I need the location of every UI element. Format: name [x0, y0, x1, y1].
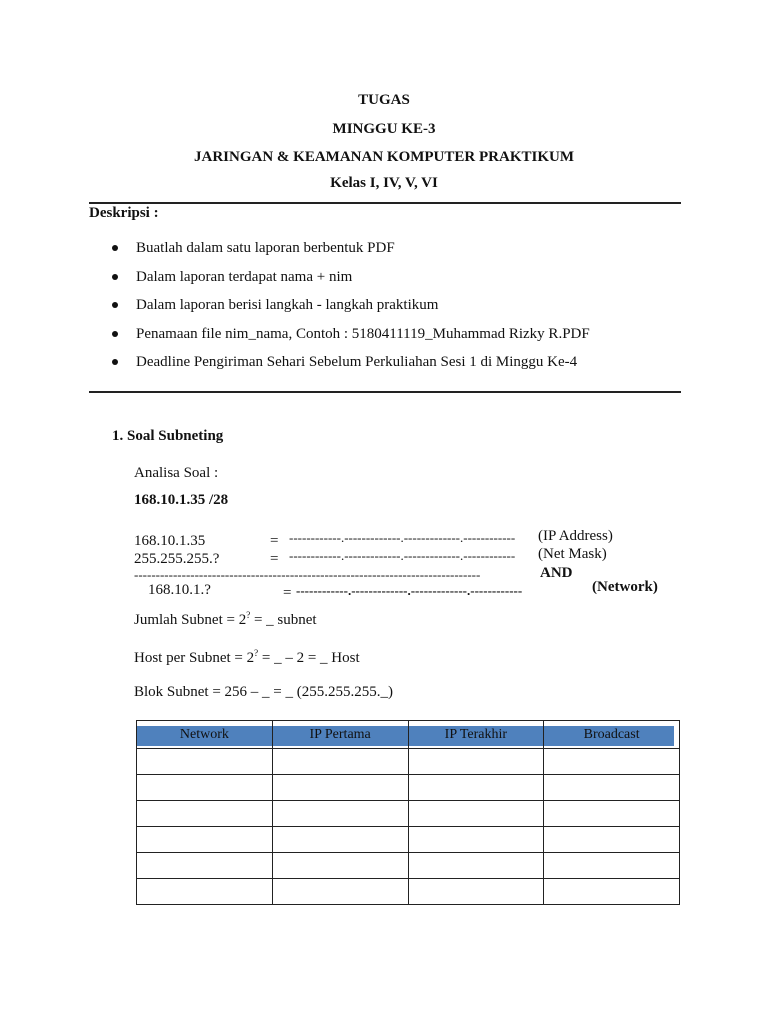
table-row: [137, 827, 680, 853]
and-label: AND: [540, 565, 573, 581]
equals-sign: =: [283, 585, 292, 601]
ip-cidr: 168.10.1.35 /28: [134, 492, 229, 508]
network-note: (Network): [592, 579, 658, 595]
column-header-ip-terakhir: IP Terakhir: [408, 721, 544, 749]
subnet-table: [136, 720, 680, 905]
table-row: [137, 749, 680, 775]
list-item: Dalam laporan terdapat nama + nim: [112, 267, 590, 296]
host-per-subnet: Host per Subnet = 2? = _ – 2 = _ Host: [134, 648, 360, 666]
title-tugas: TUGAS: [358, 92, 410, 108]
column-header-ip-pertama: IP Pertama: [272, 721, 408, 749]
top-divider: [89, 202, 681, 204]
column-header-network: Network: [137, 721, 273, 749]
bullet-icon: [112, 302, 118, 308]
title-kelas: Kelas I, IV, V, VI: [330, 175, 438, 191]
soal-heading: 1. Soal Subneting: [112, 428, 224, 444]
netmask-note: (Net Mask): [538, 546, 607, 562]
network-dashes: ------------.-------------.-------------.------------: [296, 583, 523, 598]
jumlah-subnet: Jumlah Subnet = 2? = _ subnet: [134, 610, 317, 628]
table-row: [137, 801, 680, 827]
equals-sign: =: [270, 533, 279, 549]
list-item: Buatlah dalam satu laporan berbentuk PDF: [112, 238, 590, 267]
deskripsi-title: Deskripsi :: [89, 205, 159, 221]
ip-address-value: 168.10.1.35: [134, 533, 206, 549]
ip-address-dashes: ------------.-------------.-------------.------------: [289, 530, 516, 545]
ip-address-note: (IP Address): [538, 528, 613, 544]
blok-subnet: Blok Subnet = 256 – _ = _ (255.255.255._): [134, 684, 393, 700]
equals-sign: =: [270, 551, 279, 567]
analisa-label: Analisa Soal :: [134, 465, 219, 481]
bullet-icon: [112, 331, 118, 337]
deskripsi-list: [112, 238, 590, 381]
table-header-row: [137, 721, 680, 749]
table-row: [137, 853, 680, 879]
bullet-icon: [112, 359, 118, 365]
title-minggu: MINGGU KE-3: [332, 121, 436, 137]
table-row: [137, 775, 680, 801]
list-item: Deadline Pengiriman Sehari Sebelum Perkuliahan Sesi 1 di Minggu Ke-4: [112, 352, 590, 381]
netmask-value: 255.255.255.?: [134, 551, 220, 567]
bullet-icon: [112, 245, 118, 251]
list-item: Penamaan file nim_nama, Contoh : 5180411119_Muhammad Rizky R.PDF: [112, 324, 590, 353]
list-item: Dalam laporan berisi langkah - langkah praktikum: [112, 295, 590, 324]
table-row: [137, 879, 680, 905]
column-header-broadcast: Broadcast: [544, 721, 680, 749]
title-course: JARINGAN & KEAMANAN KOMPUTER PRAKTIKUM: [194, 149, 574, 165]
and-line: --------------------------------------------------------------------------------: [134, 567, 481, 582]
netmask-dashes: ------------.-------------.-------------.------------: [289, 548, 516, 563]
bullet-icon: [112, 274, 118, 280]
network-value: 168.10.1.?: [148, 582, 211, 598]
bottom-divider: [89, 391, 681, 393]
